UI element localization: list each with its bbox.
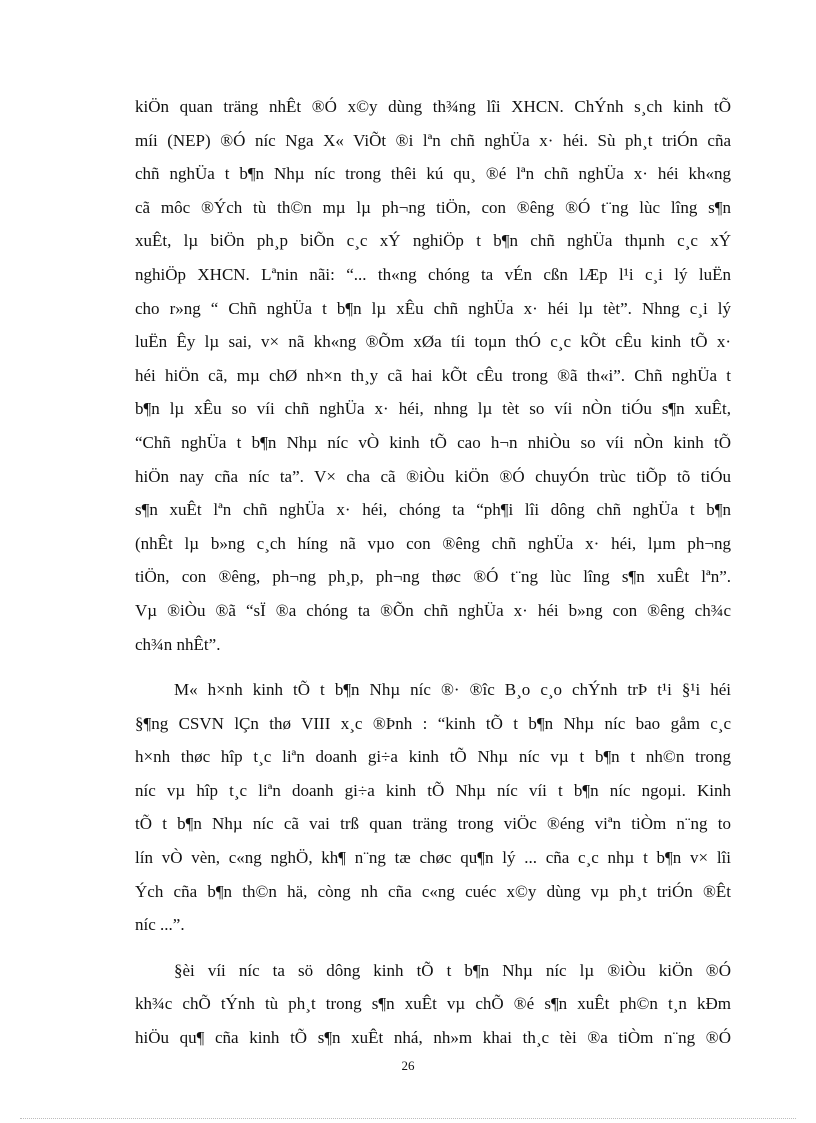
paragraph-1	[135, 90, 731, 661]
text-line: níc vµ hîp t¸c liªn doanh gi÷a kinh tÕ Nhµ níc víi t b¶n níc ngoµi. Kinh	[135, 780, 731, 800]
text-line: s¶n xuÊt lªn chñ nghÜa x· héi, chóng ta “ph¶i lîi dông chñ nghÜa t b¶n	[135, 500, 731, 520]
text-line: cho r»ng “ Chñ nghÜa t b¶n lµ xÊu chñ nghÜa x· héi lµ tèt”. Nhng c¸i lý	[135, 298, 731, 318]
text-line: b¶n lµ xÊu so víi chñ nghÜa x· héi, nhng lµ tèt so víi nÒn tiÓu s¶n xuÊt,	[135, 399, 731, 419]
body-text	[135, 90, 731, 1055]
text-line: Ých cña b¶n th©n hä, còng nh cña c«ng cuéc x©y dùng vµ ph¸t triÓn ®Êt	[135, 881, 731, 901]
text-line: nghiÖp XHCN. Lªnin nãi: “... th«ng chóng ta vÉn cßn lÆp l¹i c¸i lý luËn	[135, 264, 731, 284]
text-line: kiÖn quan träng nhÊt ®Ó x©y dùng th¾ng lîi XHCN. ChÝnh s¸ch kinh tÕ	[135, 97, 731, 116]
text-line: tÕ t b¶n Nhµ níc cã vai trß quan träng trong viÖc ®éng viªn tiÒm n¨ng to	[135, 814, 731, 834]
text-line: §èi víi níc ta sö dông kinh tÕ t b¶n Nhµ níc lµ ®iÒu kiÖn ®Ó	[174, 960, 731, 980]
text-line: (nhÊt lµ b»ng c¸ch híng nã vµo con ®êng chñ nghÜa x· héi, lµm ph¬ng	[135, 533, 731, 553]
text-line: luËn Êy lµ sai, v× nã kh«ng ®Õm xØa tíi toµn thÓ c¸c kÕt cÊu kinh tÕ x·	[135, 332, 731, 352]
text-line: §¶ng CSVN lÇn thø VIII x¸c ®Þnh : “kinh tÕ t b¶n Nhµ níc bao gåm c¸c	[135, 713, 731, 733]
text-line: xuÊt, lµ biÖn ph¸p biÕn c¸c xÝ nghiÖp t b¶n chñ nghÜa thµnh c¸c xÝ	[135, 231, 731, 251]
text-line: tiÖn, con ®êng, ph¬ng ph¸p, ph¬ng thøc ®Ó t¨ng lùc lîng s¶n xuÊt lªn”.	[135, 567, 731, 587]
text-line: hiÖu qu¶ cña kinh tÕ s¶n xuÊt nhá, nh»m khai th¸c tèi ®a tiÒm n¨ng ®Ó	[135, 1028, 731, 1048]
text-line: Vµ ®iÒu ®ã “sÏ ®a chóng ta ®Õn chñ nghÜa x· héi b»ng con ®êng ch¾c	[135, 600, 731, 620]
text-line: “Chñ nghÜa t b¶n Nhµ níc vÒ kinh tÕ cao h¬n nhiÒu so víi nÒn kinh tÕ	[135, 432, 731, 452]
text-line: hiÖn nay cña níc ta”. V× cha cã ®iÒu kiÖn ®Ó chuyÓn trùc tiÕp tõ tiÓu	[135, 466, 731, 486]
text-line: míi (NEP) ®Ó níc Nga X« ViÕt ®i lªn chñ nghÜa x· héi. Sù ph¸t triÓn cña	[135, 130, 731, 150]
text-line: cã môc ®Ých tù th©n mµ lµ ph¬ng tiÖn, con ®êng ®Ó t¨ng lùc lîng s¶n	[135, 197, 731, 217]
text-line: héi hiÖn cã, mµ chØ nh×n th¸y cã hai kÕt cÊu trong ®ã th«i”. Chñ nghÜa t	[135, 365, 731, 385]
text-line: lín vÒ vèn, c«ng nghÖ, kh¶ n¨ng tæ chøc qu¶n lý ... cña c¸c nhµ t b¶n v× lîi	[135, 848, 731, 868]
text-line: chñ nghÜa t b¶n Nhµ níc trong thêi kú qu¸ ®é lªn chñ nghÜa x· héi kh«ng	[135, 164, 731, 184]
text-line: kh¾c chÕ tÝnh tù ph¸t trong s¶n xuÊt vµ chÕ ®é s¶n xuÊt ph©n t¸n kÐm	[135, 994, 731, 1014]
page-bottom-divider	[20, 1118, 796, 1119]
text-line: h×nh thøc hîp t¸c liªn doanh gi÷a kinh tÕ Nhµ níc vµ t b¶n t nh©n trong	[135, 747, 731, 767]
text-line: níc ...”.	[135, 915, 185, 935]
page-number: 26	[401, 1058, 415, 1073]
text-line: ch¾n nhÊt”.	[135, 634, 221, 654]
paragraph-2	[135, 673, 731, 942]
paragraph-3	[135, 954, 731, 1055]
text-line: M« h×nh kinh tÕ t b¶n Nhµ níc ®· ®îc B¸o c¸o chÝnh trÞ t¹i §¹i héi	[174, 680, 731, 700]
